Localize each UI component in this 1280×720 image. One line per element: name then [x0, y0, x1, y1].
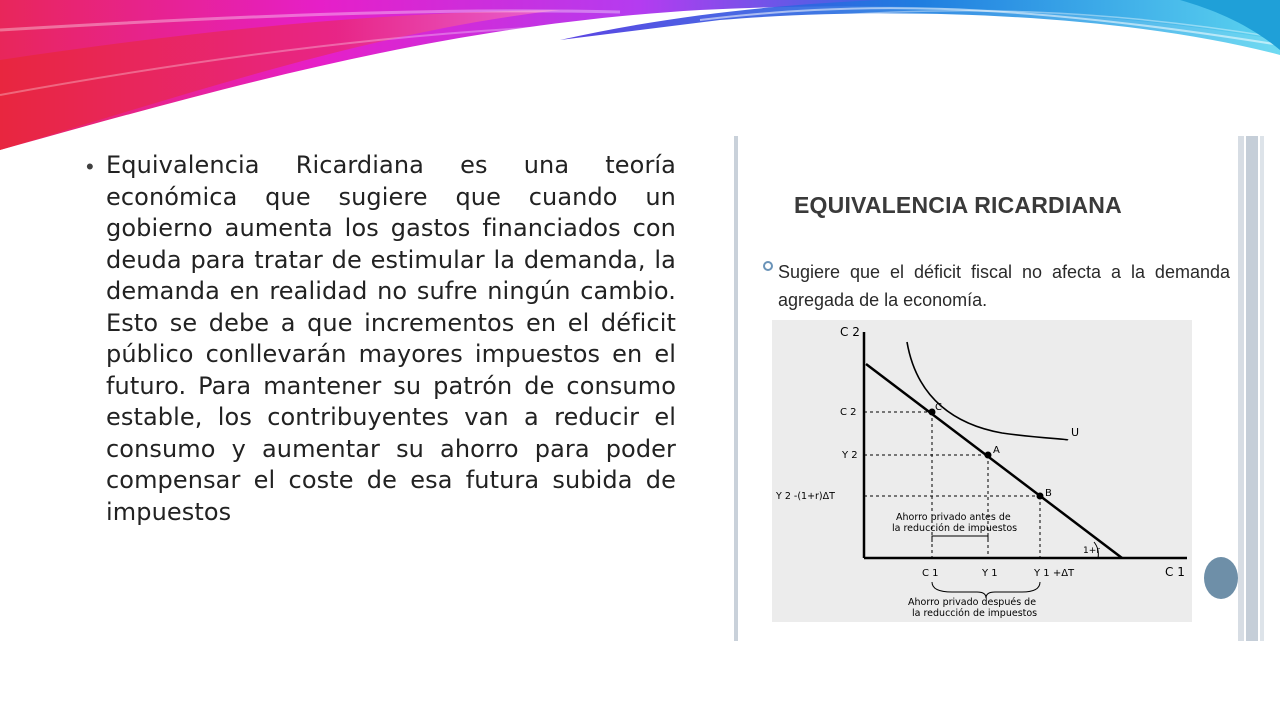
note-after-line2: la reducción de impuestos — [912, 608, 1038, 619]
x-tick-c1: C 1 — [922, 568, 939, 579]
bullet-marker: • — [86, 154, 94, 179]
x-tick-y1: Y 1 — [982, 568, 998, 579]
curve-u-label: U — [1071, 426, 1080, 439]
x-tick-y1-plus: Y 1 +ΔT — [1034, 568, 1075, 579]
image-subtitle: Sugiere que el déficit fiscal no afecta a la demanda agregada de la economía. — [778, 262, 1230, 310]
y-tick-y2: Y 2 — [842, 450, 858, 461]
bullet-block — [86, 150, 676, 528]
y-tick-y2-minus: Y 2 -(1+r)ΔT — [776, 491, 835, 502]
image-title: EQUIVALENCIA RICARDIANA — [794, 192, 1122, 218]
point-b — [1037, 493, 1044, 500]
panel-left-border — [734, 136, 738, 641]
consumption-graph — [772, 320, 1192, 622]
slope-label: 1+r — [1083, 546, 1100, 556]
point-c-label: C — [935, 402, 942, 413]
y-tick-c2: C 2 — [840, 407, 857, 418]
panel-right-border — [1260, 136, 1264, 641]
point-a-label: A — [993, 445, 1000, 456]
note-before-line1: Ahorro privado antes de — [896, 512, 1011, 523]
circle-bullet-icon — [763, 261, 773, 271]
point-b-label: B — [1045, 488, 1052, 499]
panel-right-border — [1246, 136, 1258, 641]
bullet-text: Equivalencia Ricardiana es una teoría económica que sugiere que cuando un gobierno aumenta los gastos financiados con deuda para tratar de estimular la demanda, la demanda en realidad no sufre ningún cambio. Esto se debe a que incrementos en el déficit público conllevarán mayores impuestos en el futuro. Para mantener su patrón de consumo estable, los contribuyentes van a reducir el consumo y aumentar su ahorro para poder compensar el coste de esa futura subida de impuestos — [106, 151, 676, 526]
slide-indicator-dot — [1204, 557, 1238, 599]
x-axis-label: C 1 — [1165, 565, 1185, 579]
embedded-slide-image — [734, 136, 1264, 641]
panel-right-border — [1238, 136, 1244, 641]
note-after-line1: Ahorro privado después de — [908, 597, 1037, 608]
note-before-line2: la reducción de impuestos — [892, 523, 1018, 534]
y-axis-label: C 2 — [840, 325, 860, 339]
point-a — [985, 452, 992, 459]
